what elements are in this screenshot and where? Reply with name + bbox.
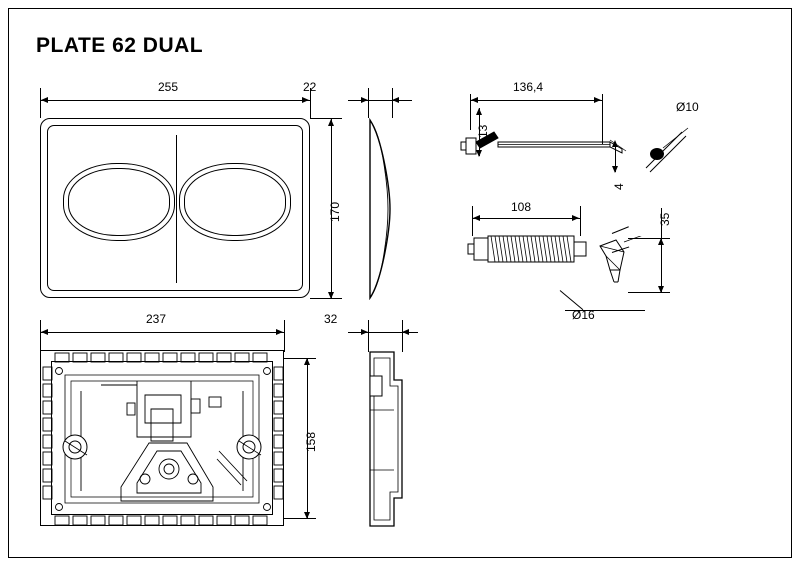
dim-label-170: 170	[328, 201, 342, 222]
plate-center-divider	[176, 135, 177, 283]
arrowhead-158-top	[304, 358, 310, 365]
arrowhead-4-bottom	[612, 166, 618, 173]
arrowhead-4-top	[612, 140, 618, 147]
dim-line-237	[40, 332, 284, 333]
drawing-title: PLATE 62 DUAL	[36, 34, 204, 57]
arrowhead-13-top	[476, 108, 482, 115]
dim-label-22: 22	[303, 80, 317, 94]
ext-line-108-right	[580, 206, 581, 236]
arrowhead-108-right	[572, 215, 579, 221]
arrowhead-255-right	[302, 97, 309, 103]
dim-line-22	[348, 100, 412, 101]
ext-line-1364-right	[602, 94, 603, 144]
arrowhead-22-right	[392, 97, 399, 103]
ext-line-158-top	[284, 358, 316, 359]
arrowhead-1364-left	[471, 97, 478, 103]
ext-line-237-right	[284, 320, 285, 352]
dim-line-108	[472, 218, 580, 219]
front-view-plate	[40, 118, 310, 298]
dim-label-35: 35	[658, 212, 672, 226]
arrowhead-32-left	[361, 329, 368, 335]
arrowhead-170-top	[328, 119, 334, 126]
dim-label-d10: Ø10	[676, 100, 699, 114]
dim-label-255: 255	[158, 80, 179, 94]
flush-button-left	[63, 163, 175, 241]
flush-button-right-inner	[184, 168, 286, 236]
ext-line-108-left	[472, 206, 473, 236]
dim-line-255	[40, 100, 310, 101]
diameter-10-detail	[636, 126, 716, 176]
dim-label-d16: Ø16	[572, 308, 595, 322]
arrowhead-237-right	[276, 329, 283, 335]
arrowhead-32-right	[402, 329, 409, 335]
arrowhead-158-bottom	[304, 512, 310, 519]
dim-line-1364	[470, 100, 602, 101]
arrowhead-237-left	[41, 329, 48, 335]
arrowhead-1364-right	[594, 97, 601, 103]
arrowhead-170-bottom	[328, 292, 334, 299]
ext-line-22-right	[392, 88, 393, 118]
arrowhead-13-bottom	[476, 150, 482, 157]
dim-label-108: 108	[511, 200, 532, 214]
ext-line-22-left	[368, 88, 369, 118]
dim-label-13: 13	[476, 124, 490, 138]
dim-label-158: 158	[304, 431, 318, 452]
arrowhead-35-bottom	[658, 286, 664, 293]
flush-button-left-inner	[68, 168, 170, 236]
dim-label-1364: 136,4	[513, 80, 544, 94]
arrowhead-35-top	[658, 238, 664, 245]
ext-line-170-top	[310, 118, 342, 119]
ext-line-32-left	[368, 320, 369, 352]
ext-line-255-left	[40, 88, 41, 118]
dim-label-32: 32	[324, 312, 338, 326]
rear-frame-side-view	[368, 350, 402, 526]
ext-line-32-right	[402, 320, 403, 352]
ext-line-237-left	[40, 320, 41, 352]
diameter-16-knob-detail	[594, 236, 658, 292]
flush-button-right	[179, 163, 291, 241]
spring-rod-assembly	[466, 232, 606, 280]
arrowhead-22-left	[361, 97, 368, 103]
dim-label-4: 4	[612, 183, 626, 190]
dim-label-237: 237	[146, 312, 167, 326]
rear-frame-body	[40, 350, 284, 526]
side-profile-plate	[368, 118, 392, 298]
arrowhead-255-left	[41, 97, 48, 103]
arrowhead-108-left	[473, 215, 480, 221]
ext-line-170-bottom	[310, 298, 342, 299]
ext-line-158-bottom	[284, 518, 316, 519]
